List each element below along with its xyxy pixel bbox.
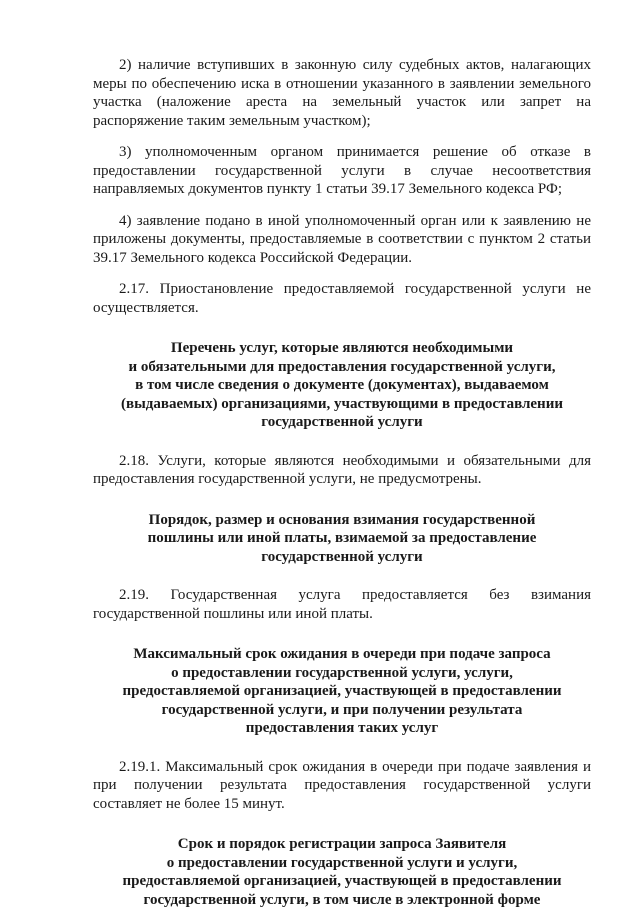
- paragraph-2-17: 2.17. Приостановление предоставляемой государственной услуги не осуществляется.: [93, 280, 591, 317]
- heading-queue-time: [93, 645, 591, 738]
- heading-line: государственной услуги: [93, 548, 591, 567]
- heading-fee-order: [93, 511, 591, 567]
- paragraph-item-4: 4) заявление подано в иной уполномоченный орган или к заявлению не приложены документы, предоставляемые в соответствии с пунктом 2 статьи 39.17 Земельного кодекса Российской Федерации.: [93, 212, 591, 268]
- heading-line: Перечень услуг, которые являются необходимыми: [93, 339, 591, 358]
- paragraph-item-3: 3) уполномоченным органом принимается решение об отказе в предоставлении государственной услуги в случае несоответствия направляемых документов пункту 1 статьи 39.17 Земельного кодекса РФ;: [93, 143, 591, 199]
- heading-line: о предоставлении государственной услуги и услуги,: [93, 854, 591, 873]
- heading-line: в том числе сведения о документе (документах), выдаваемом: [93, 376, 591, 395]
- heading-line: Срок и порядок регистрации запроса Заявителя: [93, 835, 591, 854]
- heading-line: Максимальный срок ожидания в очереди при подаче запроса: [93, 645, 591, 664]
- heading-line: предоставляемой организацией, участвующей в предоставлении: [93, 682, 591, 701]
- heading-line: предоставления таких услуг: [93, 719, 591, 738]
- paragraph-2-19: 2.19. Государственная услуга предоставляется без взимания государственной пошлины или иной платы.: [93, 586, 591, 623]
- paragraph-item-2: 2) наличие вступивших в законную силу судебных актов, налагающих меры по обеспечению иска в отношении указанного в заявлении земельного участка (наложение ареста на земельный участок или запрет на распоряжение таким земельным участком);: [93, 56, 591, 130]
- paragraph-2-18: 2.18. Услуги, которые являются необходимыми и обязательными для предоставления государственной услуги, не предусмотрены.: [93, 452, 591, 489]
- heading-line: о предоставлении государственной услуги, услуги,: [93, 664, 591, 683]
- heading-line: государственной услуги, в том числе в электронной форме: [93, 891, 591, 909]
- heading-line: (выдаваемых) организациями, участвующими в предоставлении: [93, 395, 591, 414]
- heading-line: государственной услуги: [93, 413, 591, 432]
- heading-line: Порядок, размер и основания взимания государственной: [93, 511, 591, 530]
- heading-line: и обязательными для предоставления государственной услуги,: [93, 358, 591, 377]
- paragraph-2-19-1: 2.19.1. Максимальный срок ожидания в очереди при подаче заявления и при получении результата предоставления государственной услуги составляет не более 15 минут.: [93, 758, 591, 814]
- heading-line: пошлины или иной платы, взимаемой за предоставление: [93, 529, 591, 548]
- heading-services-list: [93, 339, 591, 432]
- heading-registration: [93, 835, 591, 909]
- heading-line: государственной услуги, и при получении результата: [93, 701, 591, 720]
- document-body: [93, 56, 591, 909]
- heading-line: предоставляемой организацией, участвующей в предоставлении: [93, 872, 591, 891]
